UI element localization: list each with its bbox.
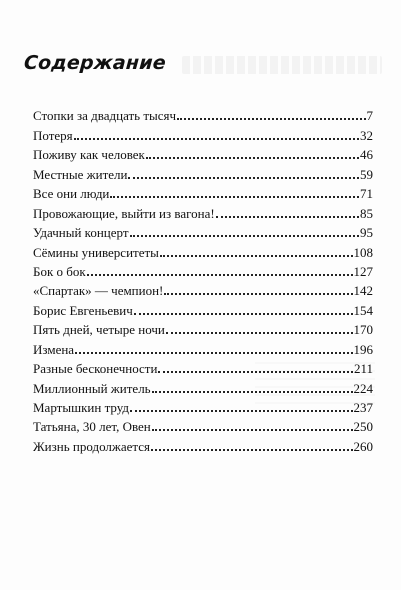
toc-entry <box>33 143 373 162</box>
toc-page-number: 85 <box>360 205 373 221</box>
toc-page-number: 7 <box>366 108 373 124</box>
toc-page-number: 142 <box>353 283 373 299</box>
bleed-through-shadow <box>182 56 382 74</box>
toc-page-number: 108 <box>353 244 373 260</box>
toc-dot-leader <box>216 216 359 218</box>
toc-page-number: 237 <box>353 400 373 415</box>
toc-entry <box>33 201 373 220</box>
toc-entry <box>33 104 373 123</box>
toc-entry-title: Потеря <box>33 127 73 143</box>
toc-entry <box>33 434 373 453</box>
toc-dot-leader <box>158 371 353 373</box>
toc-dot-leader <box>74 138 359 140</box>
toc-entry-title: «Спартак» — чемпион! <box>33 283 164 299</box>
toc-entry <box>33 318 373 337</box>
toc-entry <box>33 123 373 142</box>
toc-page-number: 59 <box>360 166 373 182</box>
toc-entry <box>33 260 373 279</box>
toc-dot-leader <box>166 332 353 334</box>
toc-page-number: 196 <box>353 341 373 357</box>
toc-dot-leader <box>87 274 353 276</box>
toc-dot-leader <box>130 410 352 412</box>
toc-entry <box>33 279 373 298</box>
toc-dot-leader <box>160 255 353 257</box>
toc-page-number: 224 <box>353 380 373 396</box>
toc-entry-title: Поживу как человек <box>33 147 145 163</box>
toc-page-number: 46 <box>360 147 373 163</box>
toc-entry-title: Сёмины университеты <box>33 244 159 260</box>
toc-entry-title: Борис Евгеньевич <box>33 302 133 318</box>
toc-entry-title: Мартышкин труд <box>33 400 130 415</box>
toc-entry <box>33 162 373 181</box>
toc-entry <box>33 298 373 317</box>
toc-entry-title: Миллионный житель <box>33 380 151 396</box>
toc-entry <box>33 415 373 434</box>
toc-entry <box>33 221 373 240</box>
toc-entry <box>33 376 373 395</box>
toc-entry-title: Измена <box>33 341 75 357</box>
toc-dot-leader <box>128 177 359 179</box>
toc-dot-leader <box>130 235 359 237</box>
toc-entry <box>33 240 373 259</box>
toc-entry-title: Жизнь продолжается <box>33 438 150 454</box>
toc-entry-title: Бок о бок <box>33 263 86 279</box>
toc-entry <box>33 182 373 201</box>
toc-dot-leader <box>75 352 352 354</box>
toc-entry-title: Стопки за двадцать тысяч <box>33 108 177 124</box>
toc-page-number: 154 <box>353 302 373 318</box>
toc-entry-title: Провожающие, выйти из вагона! <box>33 205 215 221</box>
toc-dot-leader <box>134 313 353 315</box>
toc-page-number: 95 <box>360 225 373 241</box>
toc-page-number: 170 <box>353 322 373 338</box>
toc-page-number: 260 <box>353 438 373 454</box>
toc-entry-title: Удачный концерт <box>33 225 129 241</box>
table-of-contents <box>33 104 373 454</box>
toc-page-number: 127 <box>353 263 373 279</box>
toc-entry-title: Разные бесконечности <box>33 361 158 377</box>
toc-entry-title: Местные жители <box>33 166 128 182</box>
toc-dot-leader <box>110 196 359 198</box>
page-title: Содержание <box>23 52 167 74</box>
toc-page-number: 211 <box>353 361 373 377</box>
toc-entry <box>33 396 373 415</box>
toc-dot-leader <box>152 391 353 393</box>
toc-entry <box>33 357 373 376</box>
toc-entry-title: Все они люди <box>33 186 110 202</box>
toc-dot-leader <box>146 157 359 159</box>
toc-dot-leader <box>151 449 353 451</box>
toc-entry <box>33 337 373 356</box>
toc-page-number: 250 <box>353 419 373 435</box>
toc-page-number: 71 <box>360 186 373 202</box>
toc-dot-leader <box>152 429 353 431</box>
toc-dot-leader <box>177 118 365 120</box>
toc-dot-leader <box>164 293 352 295</box>
toc-page-number: 32 <box>360 127 373 143</box>
toc-entry-title: Пять дней, четыре ночи <box>33 322 165 338</box>
toc-entry-title: Татьяна, 30 лет, Овен <box>33 419 151 435</box>
